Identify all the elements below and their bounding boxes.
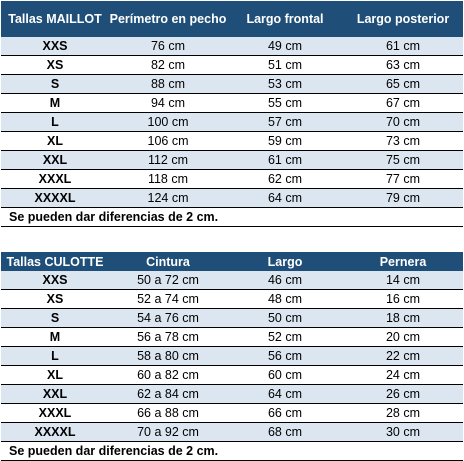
measurement-cell: 68 cm <box>227 423 343 442</box>
table-row <box>1 290 463 309</box>
size-cell: XXXXL <box>1 423 109 442</box>
measurement-cell: 55 cm <box>227 94 343 113</box>
table-row <box>1 423 463 442</box>
measurement-cell: 28 cm <box>343 404 463 423</box>
table-row <box>1 309 463 328</box>
measurement-cell: 82 cm <box>109 56 227 75</box>
table-row <box>1 404 463 423</box>
measurement-cell: 30 cm <box>343 423 463 442</box>
table-row <box>1 170 463 189</box>
measurement-cell: 66 cm <box>227 404 343 423</box>
culotte-header-leg: Pernera <box>343 252 463 271</box>
size-cell: S <box>1 75 109 94</box>
measurement-cell: 57 cm <box>227 113 343 132</box>
measurement-cell: 66 a 88 cm <box>109 404 227 423</box>
measurement-cell: 64 cm <box>227 189 343 208</box>
table-row <box>1 347 463 366</box>
measurement-cell: 76 cm <box>109 37 227 56</box>
measurement-cell: 94 cm <box>109 94 227 113</box>
measurement-cell: 24 cm <box>343 366 463 385</box>
table-row <box>1 37 463 56</box>
measurement-cell: 62 a 84 cm <box>109 385 227 404</box>
table-row <box>1 113 463 132</box>
size-cell: XL <box>1 366 109 385</box>
measurement-cell: 26 cm <box>343 385 463 404</box>
measurement-cell: 61 cm <box>343 37 463 56</box>
size-cell: XL <box>1 132 109 151</box>
measurement-cell: 49 cm <box>227 37 343 56</box>
measurement-cell: 70 a 92 cm <box>109 423 227 442</box>
maillot-size-table <box>1 1 463 227</box>
table-row <box>1 271 463 290</box>
table-row <box>1 151 463 170</box>
measurement-cell: 67 cm <box>343 94 463 113</box>
size-cell: L <box>1 113 109 132</box>
size-cell: S <box>1 309 109 328</box>
size-cell: XXS <box>1 271 109 290</box>
table-row <box>1 94 463 113</box>
size-cell: XXXL <box>1 404 109 423</box>
measurement-cell: 118 cm <box>109 170 227 189</box>
measurement-cell: 52 a 74 cm <box>109 290 227 309</box>
culotte-header-size: Tallas CULOTTE <box>1 252 109 271</box>
size-cell: XS <box>1 56 109 75</box>
measurement-cell: 14 cm <box>343 271 463 290</box>
measurement-cell: 61 cm <box>227 151 343 170</box>
measurement-cell: 53 cm <box>227 75 343 94</box>
measurement-cell: 20 cm <box>343 328 463 347</box>
table-row <box>1 75 463 94</box>
maillot-header-row <box>1 1 463 37</box>
measurement-cell: 48 cm <box>227 290 343 309</box>
measurement-cell: 50 a 72 cm <box>109 271 227 290</box>
maillot-header-back-length: Largo posterior <box>343 1 463 37</box>
size-cell: XXXL <box>1 170 109 189</box>
measurement-cell: 58 a 80 cm <box>109 347 227 366</box>
measurement-cell: 18 cm <box>343 309 463 328</box>
size-cell: L <box>1 347 109 366</box>
size-cell: XXL <box>1 385 109 404</box>
measurement-cell: 56 cm <box>227 347 343 366</box>
table-row <box>1 328 463 347</box>
measurement-cell: 100 cm <box>109 113 227 132</box>
measurement-cell: 63 cm <box>343 56 463 75</box>
measurement-cell: 79 cm <box>343 189 463 208</box>
maillot-header-front-length: Largo frontal <box>227 1 343 37</box>
culotte-header-length: Largo <box>227 252 343 271</box>
measurement-cell: 59 cm <box>227 132 343 151</box>
tolerance-note: Se pueden dar diferencias de 2 cm. <box>1 442 463 461</box>
measurement-cell: 50 cm <box>227 309 343 328</box>
size-cell: XXL <box>1 151 109 170</box>
culotte-header-row <box>1 252 463 271</box>
size-cell: XS <box>1 290 109 309</box>
table-row <box>1 56 463 75</box>
measurement-cell: 70 cm <box>343 113 463 132</box>
measurement-cell: 22 cm <box>343 347 463 366</box>
measurement-cell: 62 cm <box>227 170 343 189</box>
size-cell: XXXXL <box>1 189 109 208</box>
measurement-cell: 46 cm <box>227 271 343 290</box>
table-row <box>1 366 463 385</box>
measurement-cell: 75 cm <box>343 151 463 170</box>
culotte-header-waist: Cintura <box>109 252 227 271</box>
measurement-cell: 16 cm <box>343 290 463 309</box>
culotte-size-table <box>1 252 463 461</box>
measurement-cell: 64 cm <box>227 385 343 404</box>
measurement-cell: 77 cm <box>343 170 463 189</box>
measurement-cell: 54 a 76 cm <box>109 309 227 328</box>
table-row <box>1 189 463 208</box>
measurement-cell: 112 cm <box>109 151 227 170</box>
size-cell: M <box>1 94 109 113</box>
measurement-cell: 60 cm <box>227 366 343 385</box>
measurement-cell: 65 cm <box>343 75 463 94</box>
size-cell: XXS <box>1 37 109 56</box>
measurement-cell: 52 cm <box>227 328 343 347</box>
maillot-header-chest: Perímetro en pecho <box>109 1 227 37</box>
size-cell: M <box>1 328 109 347</box>
measurement-cell: 124 cm <box>109 189 227 208</box>
table-row <box>1 132 463 151</box>
table-row <box>1 208 463 227</box>
tolerance-note: Se pueden dar diferencias de 2 cm. <box>1 208 463 227</box>
measurement-cell: 88 cm <box>109 75 227 94</box>
measurement-cell: 106 cm <box>109 132 227 151</box>
measurement-cell: 56 a 78 cm <box>109 328 227 347</box>
measurement-cell: 51 cm <box>227 56 343 75</box>
table-row <box>1 385 463 404</box>
maillot-header-size: Tallas MAILLOT <box>1 1 109 37</box>
measurement-cell: 60 a 82 cm <box>109 366 227 385</box>
measurement-cell: 73 cm <box>343 132 463 151</box>
